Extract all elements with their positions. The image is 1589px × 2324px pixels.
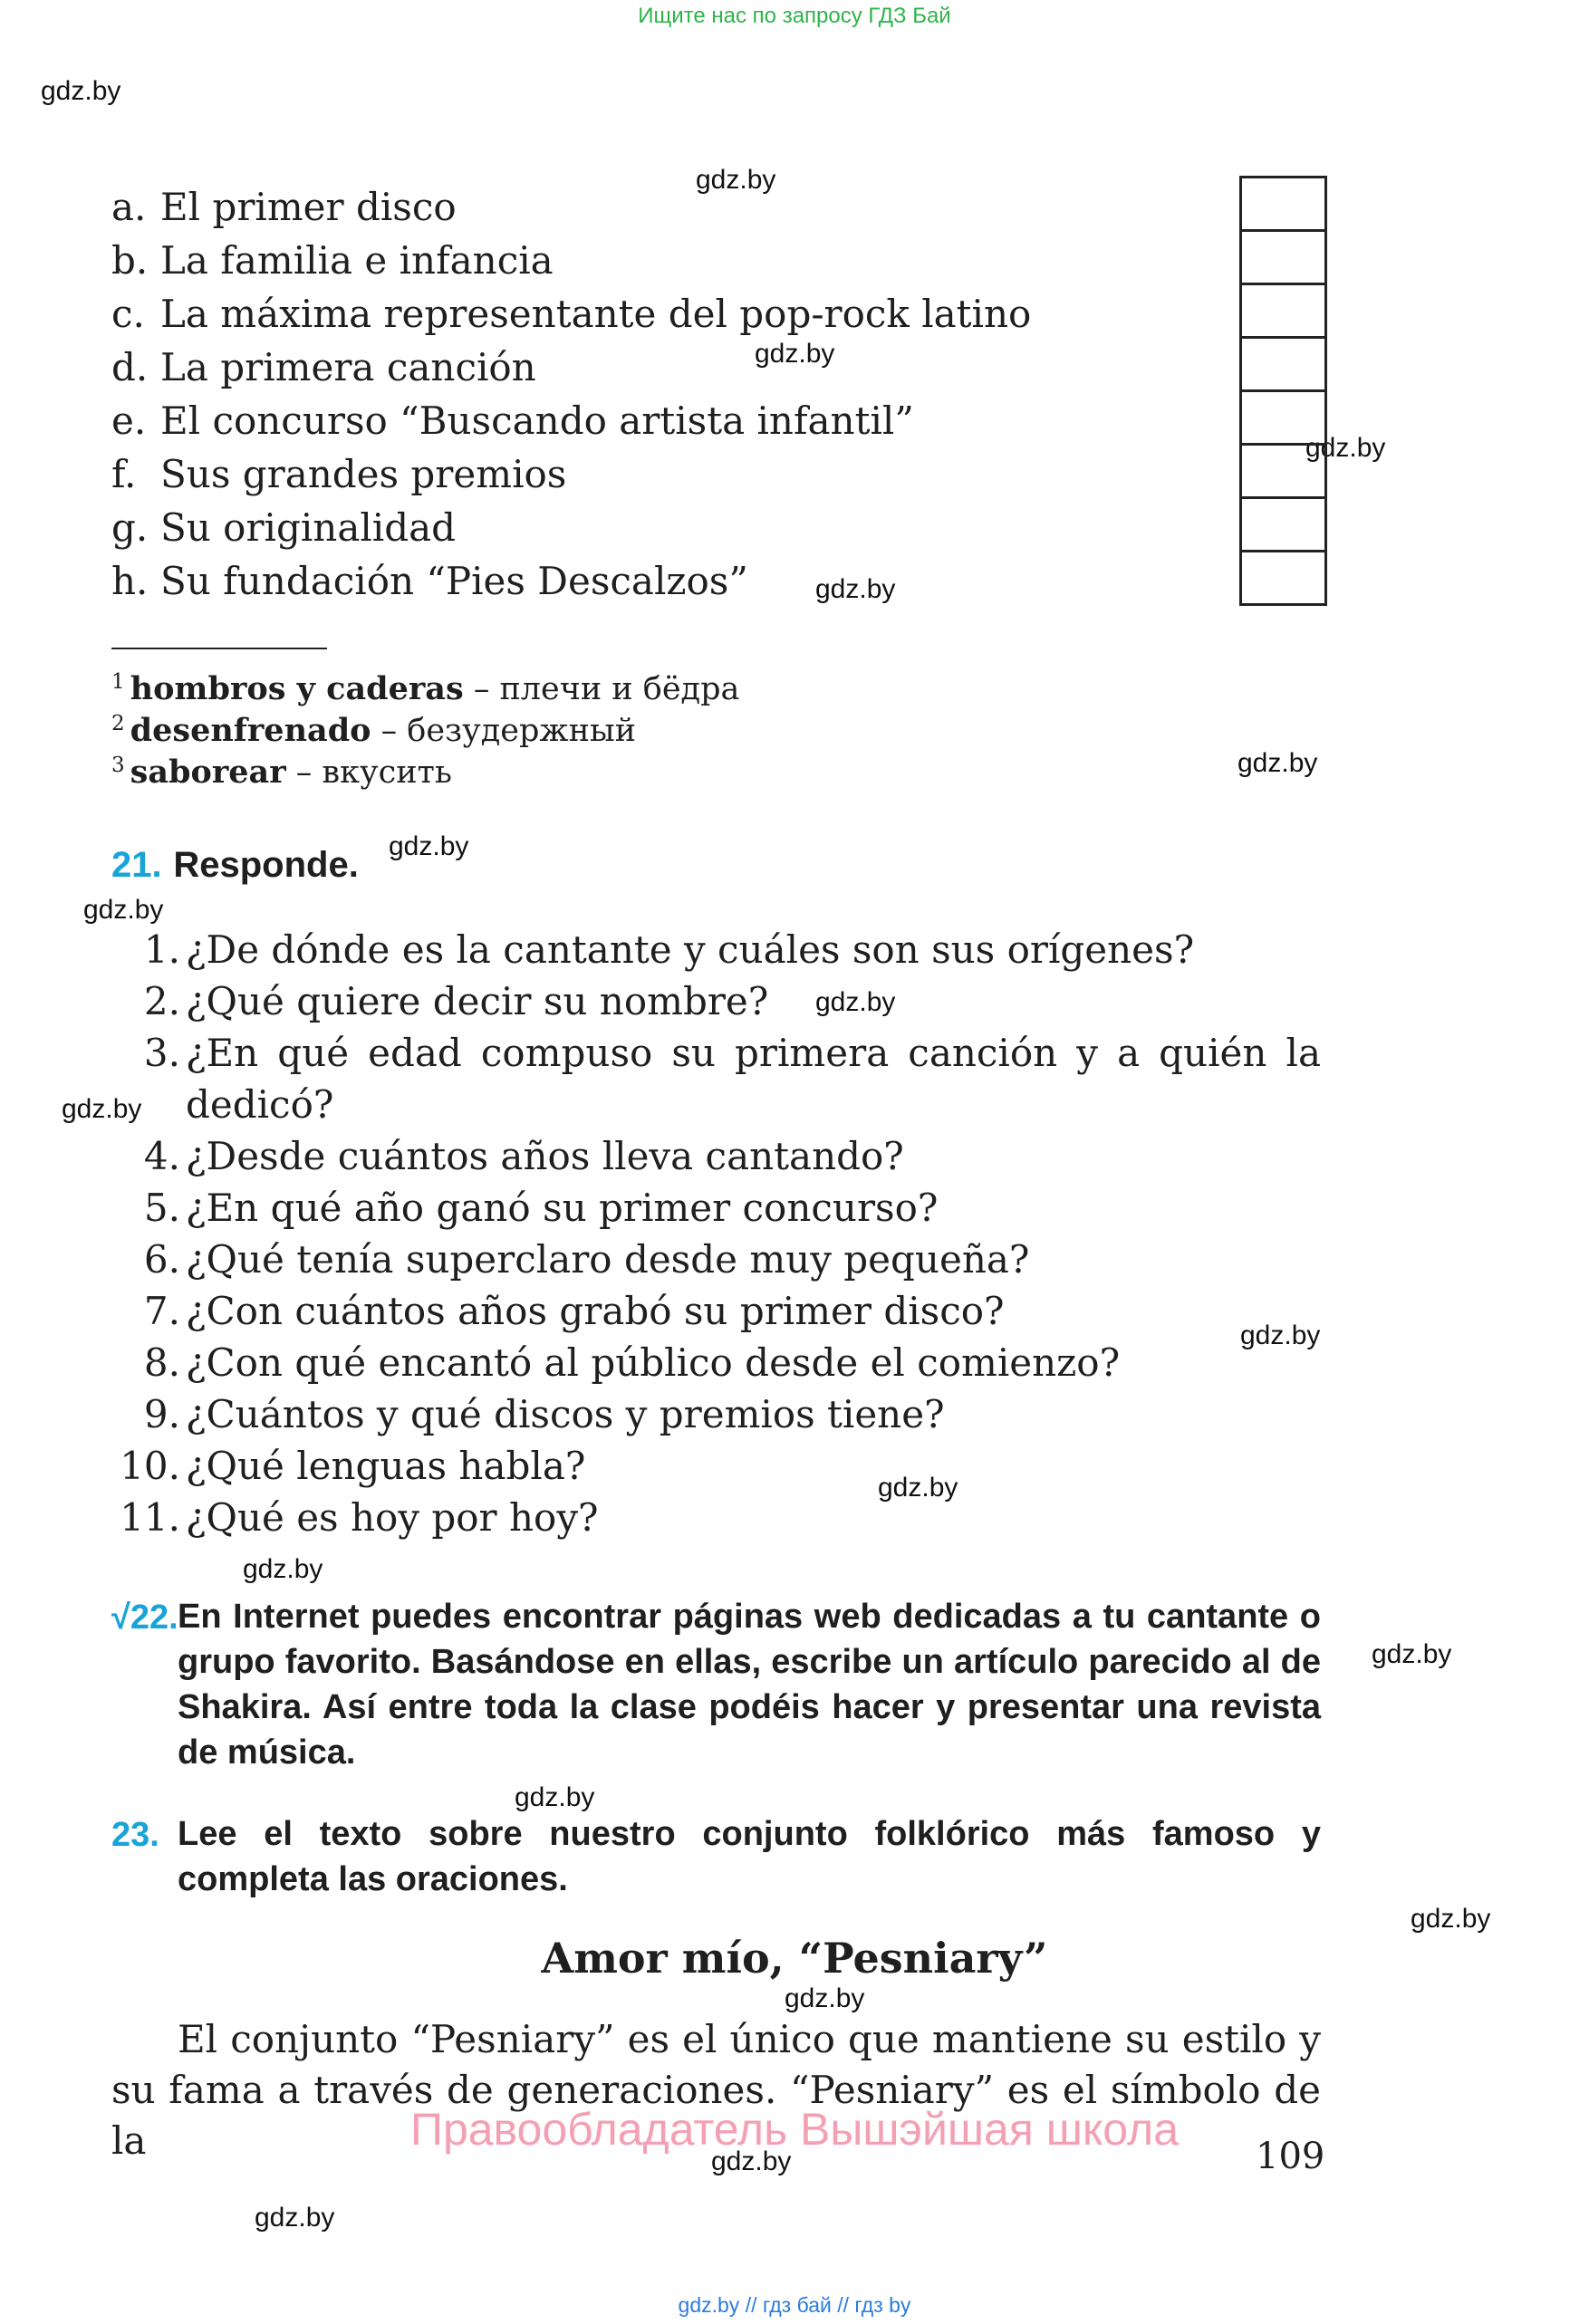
exercise-number: 23. bbox=[111, 1816, 159, 1854]
question bbox=[120, 1492, 599, 1543]
question bbox=[143, 1388, 945, 1440]
question-text: ¿Qué es hoy por hoy? bbox=[186, 1495, 599, 1540]
list-item-letter: b. bbox=[111, 238, 149, 283]
footnote-term: hombros y caderas bbox=[130, 670, 464, 707]
footnote-translation: – вкусить bbox=[285, 754, 452, 791]
watermark: gdz.by bbox=[1305, 433, 1386, 463]
watermark: gdz.by bbox=[62, 1094, 142, 1124]
watermark: gdz.by bbox=[41, 76, 121, 106]
watermark: gdz.by bbox=[1240, 1320, 1321, 1350]
list-item-letter: c. bbox=[111, 292, 145, 336]
question bbox=[143, 1130, 904, 1182]
watermark: gdz.by bbox=[815, 987, 896, 1017]
answer-cell[interactable] bbox=[1242, 392, 1324, 446]
question-text: ¿Con qué encantó al público desde el comienzo? bbox=[186, 1340, 1121, 1385]
watermark: gdz.by bbox=[243, 1554, 323, 1584]
question-number: 1. bbox=[143, 927, 180, 972]
answer-cell[interactable] bbox=[1242, 552, 1324, 606]
question-number: 4. bbox=[143, 1134, 180, 1178]
question-number: 6. bbox=[143, 1237, 180, 1282]
list-item bbox=[111, 341, 536, 394]
watermark: gdz.by bbox=[515, 1782, 595, 1812]
list-item bbox=[111, 501, 456, 554]
question-text: ¿Qué tenía superclaro desde muy pequeña? bbox=[186, 1237, 1030, 1282]
watermark: gdz.by bbox=[83, 895, 164, 925]
list-item bbox=[111, 287, 1031, 341]
list-item-text: Su fundación “Pies Descalzos” bbox=[160, 559, 748, 603]
question bbox=[143, 1182, 939, 1234]
footnote-term: saborear bbox=[130, 754, 286, 791]
list-item bbox=[111, 234, 554, 287]
list-item-letter: g. bbox=[111, 505, 149, 550]
watermark: gdz.by bbox=[1411, 1904, 1491, 1934]
list-item bbox=[111, 180, 457, 234]
exercise-23-text: Lee el texto sobre nuestro conjunto folklórico más famoso y completa las oraciones. bbox=[178, 1815, 1321, 1898]
question-number: 9. bbox=[143, 1392, 180, 1436]
question-number: 5. bbox=[143, 1186, 180, 1230]
question-number: 2. bbox=[143, 979, 180, 1023]
question bbox=[143, 1337, 1121, 1388]
list-item-text: La familia e infancia bbox=[160, 238, 554, 283]
list-item-text: El primer disco bbox=[160, 185, 457, 229]
article-body: El conjunto “Pesniary” es el único que mantiene su estilo y su fama a través de generaciones. “Pesniary” es el símbolo de la bbox=[111, 2017, 1321, 2163]
question bbox=[143, 1234, 1030, 1285]
question-number: 7. bbox=[143, 1289, 180, 1333]
answer-cell[interactable] bbox=[1242, 232, 1324, 285]
exercise-number: 21. bbox=[111, 845, 162, 885]
question-number: 10. bbox=[120, 1444, 180, 1488]
answer-cell[interactable] bbox=[1242, 285, 1324, 339]
list-item-text: El concurso “Buscando artista infantil” bbox=[160, 399, 914, 443]
watermark: gdz.by bbox=[696, 165, 776, 195]
question-text: ¿Cuántos y qué discos y premios tiene? bbox=[186, 1392, 945, 1436]
question-number: 11. bbox=[120, 1495, 180, 1540]
footnote bbox=[111, 744, 452, 793]
watermark: gdz.by bbox=[815, 574, 896, 604]
question-text: ¿Con cuántos años grabó su primer disco? bbox=[186, 1289, 1005, 1333]
question-text: ¿En qué año ganó su primer concurso? bbox=[186, 1186, 939, 1230]
watermark: gdz.by bbox=[755, 339, 835, 369]
question bbox=[143, 1285, 1005, 1337]
watermark: gdz.by bbox=[1372, 1639, 1452, 1669]
exercise-21-heading bbox=[111, 842, 359, 888]
question-text: ¿Desde cuántos años lleva cantando? bbox=[186, 1134, 904, 1178]
footnote-translation: – плечи и бёдра bbox=[463, 671, 740, 707]
list-item-text: La primera canción bbox=[160, 345, 536, 389]
copyright-notice: Правообладатель Вышэйшая школа bbox=[410, 2104, 1179, 2155]
watermark: gdz.by bbox=[255, 2203, 335, 2233]
exercise-title: Responde. bbox=[173, 845, 359, 885]
answer-cell[interactable] bbox=[1242, 499, 1324, 552]
question bbox=[143, 1027, 1321, 1079]
question-text: ¿En qué edad compuso su primera canción y a quién la bbox=[186, 1031, 1321, 1075]
answer-cell[interactable] bbox=[1242, 339, 1324, 392]
top-banner[interactable]: Ищите нас по запросу ГДЗ Бай bbox=[638, 4, 951, 28]
list-item bbox=[111, 447, 566, 501]
question bbox=[143, 924, 1195, 975]
answer-grid bbox=[1239, 176, 1327, 606]
watermark: gdz.by bbox=[785, 1983, 865, 2013]
answer-cell[interactable] bbox=[1242, 446, 1324, 499]
watermark: gdz.by bbox=[389, 831, 469, 861]
watermark: gdz.by bbox=[711, 2146, 792, 2176]
list-item-text: Sus grandes premios bbox=[160, 452, 567, 496]
exercise-22-text: En Internet puedes encontrar páginas web dedicadas a tu cantante o grupo favorito. Basándose en ellas, escribe un artículo parecido al de Shakira. Así entre toda la clase podéis hacer y presentar una revista de música. bbox=[178, 1598, 1321, 1772]
list-item-text: La máxima representante del pop-rock latino bbox=[160, 292, 1032, 336]
list-item-letter: h. bbox=[111, 559, 149, 603]
list-item-text: Su originalidad bbox=[160, 505, 457, 550]
watermark: gdz.by bbox=[878, 1473, 958, 1503]
footnote-term: desenfrenado bbox=[130, 712, 371, 749]
question bbox=[120, 1440, 586, 1492]
exercise-number: √22. bbox=[111, 1599, 178, 1637]
list-item-letter: d. bbox=[111, 345, 149, 389]
article-title: Amor mío, “Pesniary” bbox=[541, 1934, 1048, 1983]
question-continuation: dedicó? bbox=[186, 1082, 334, 1127]
question-number: 8. bbox=[143, 1340, 180, 1385]
list-item bbox=[111, 554, 748, 608]
footnote-divider bbox=[111, 648, 327, 649]
bottom-links[interactable]: gdz.by // гдз бай // гдз by bbox=[678, 2293, 911, 2317]
list-item-letter: e. bbox=[111, 399, 147, 443]
page-number: 109 bbox=[1256, 2136, 1325, 2177]
footnote-translation: – безудержный bbox=[371, 713, 637, 749]
question-text: ¿Qué quiere decir su nombre? bbox=[186, 979, 769, 1023]
list-item bbox=[111, 394, 914, 447]
answer-cell[interactable] bbox=[1242, 178, 1324, 232]
footnote-number: 1 bbox=[111, 670, 125, 694]
question-text: ¿De dónde es la cantante y cuáles son sus orígenes? bbox=[186, 927, 1195, 972]
question-text: ¿Qué lenguas habla? bbox=[186, 1444, 586, 1488]
footnote-number: 3 bbox=[111, 754, 125, 777]
question bbox=[143, 975, 769, 1027]
question-number: 3. bbox=[143, 1031, 180, 1075]
footnote-number: 2 bbox=[111, 712, 125, 735]
list-item-letter: f. bbox=[111, 452, 137, 496]
list-item-letter: a. bbox=[111, 185, 147, 229]
watermark: gdz.by bbox=[1237, 748, 1318, 778]
